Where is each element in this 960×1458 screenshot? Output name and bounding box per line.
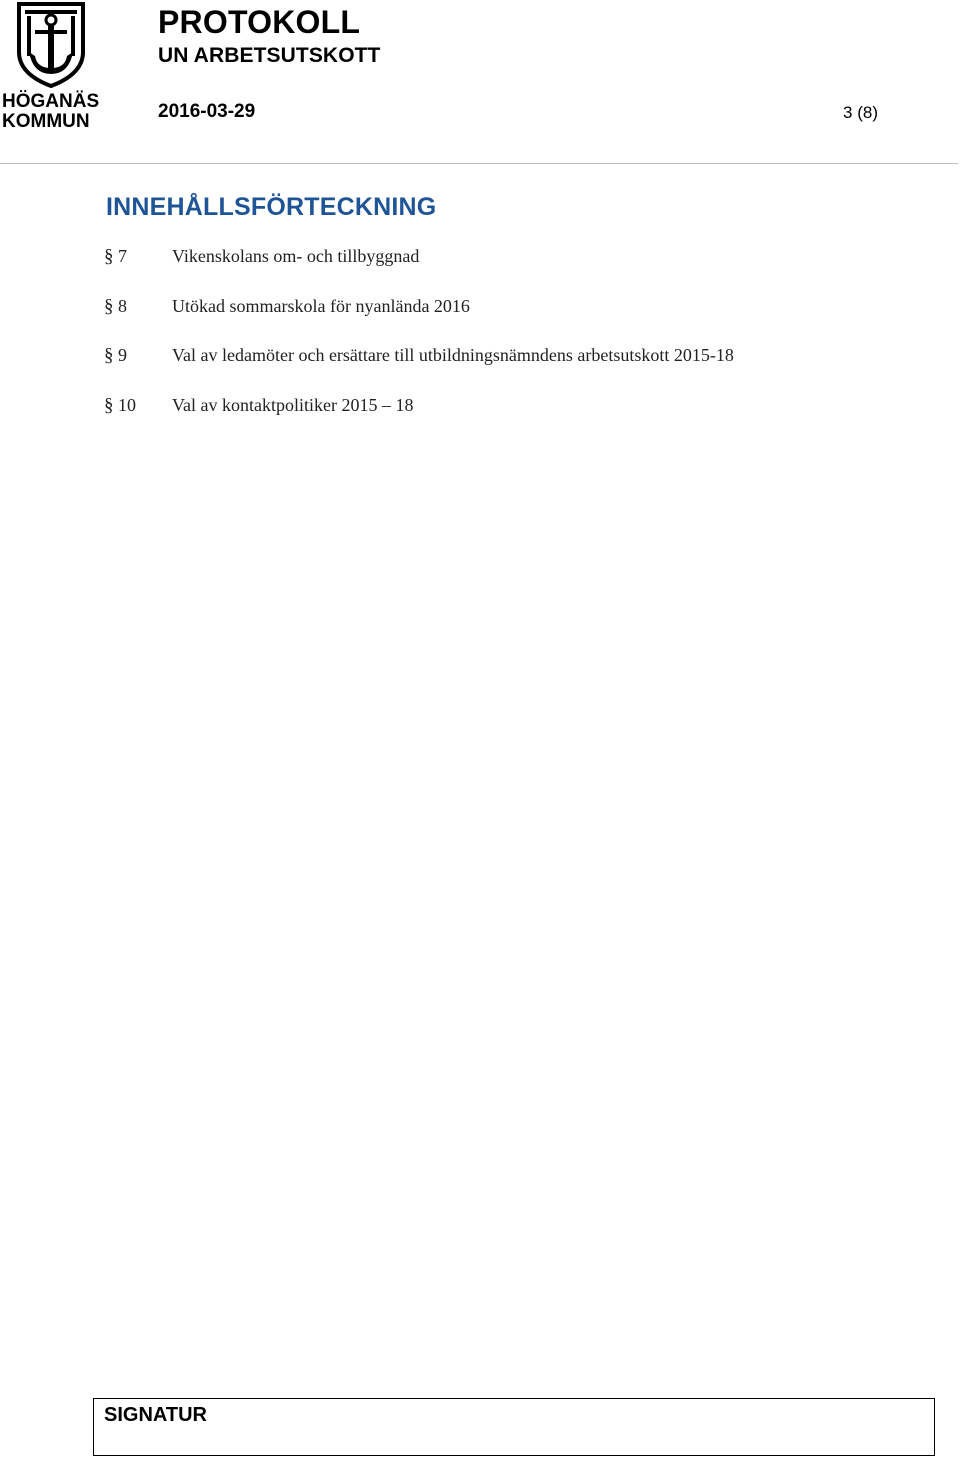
toc-item [104, 395, 413, 421]
anchor-shield-icon [15, 0, 87, 88]
section-symbol: § [104, 296, 114, 317]
document-subtitle: UN ARBETSUTSKOTT [158, 44, 381, 67]
logo-line-1: HÖGANÄS [2, 91, 100, 112]
signature-box [93, 1398, 935, 1456]
toc-item [104, 296, 470, 322]
toc-item-number: 9 [118, 345, 127, 365]
document-title: PROTOKOLL [158, 4, 361, 40]
toc-item-title: Val av ledamöter och ersättare till utbildningsnämndens arbetsutskott 2015-18 [172, 345, 734, 365]
municipality-logo [2, 0, 102, 132]
page-number: 3 (8) [843, 103, 878, 122]
toc-item-number: 8 [118, 296, 127, 316]
toc-item [104, 345, 734, 371]
section-symbol: § [104, 345, 114, 366]
toc-item-number: 7 [118, 246, 127, 266]
toc-item [104, 246, 419, 272]
meeting-date: 2016-03-29 [158, 101, 256, 122]
toc-item-title: Val av kontaktpolitiker 2015 – 18 [172, 395, 414, 415]
section-symbol: § [104, 395, 114, 416]
toc-heading: INNEHÅLLSFÖRTECKNING [106, 193, 437, 221]
section-symbol: § [104, 246, 114, 267]
logo-line-2: KOMMUN [2, 111, 90, 132]
toc-item-title: Vikenskolans om- och tillbyggnad [172, 246, 420, 266]
header-divider [0, 163, 958, 164]
toc-item-title: Utökad sommarskola för nyanlända 2016 [172, 296, 470, 316]
toc-item-number: 10 [118, 395, 136, 415]
signature-label: SIGNATUR [104, 1404, 207, 1426]
